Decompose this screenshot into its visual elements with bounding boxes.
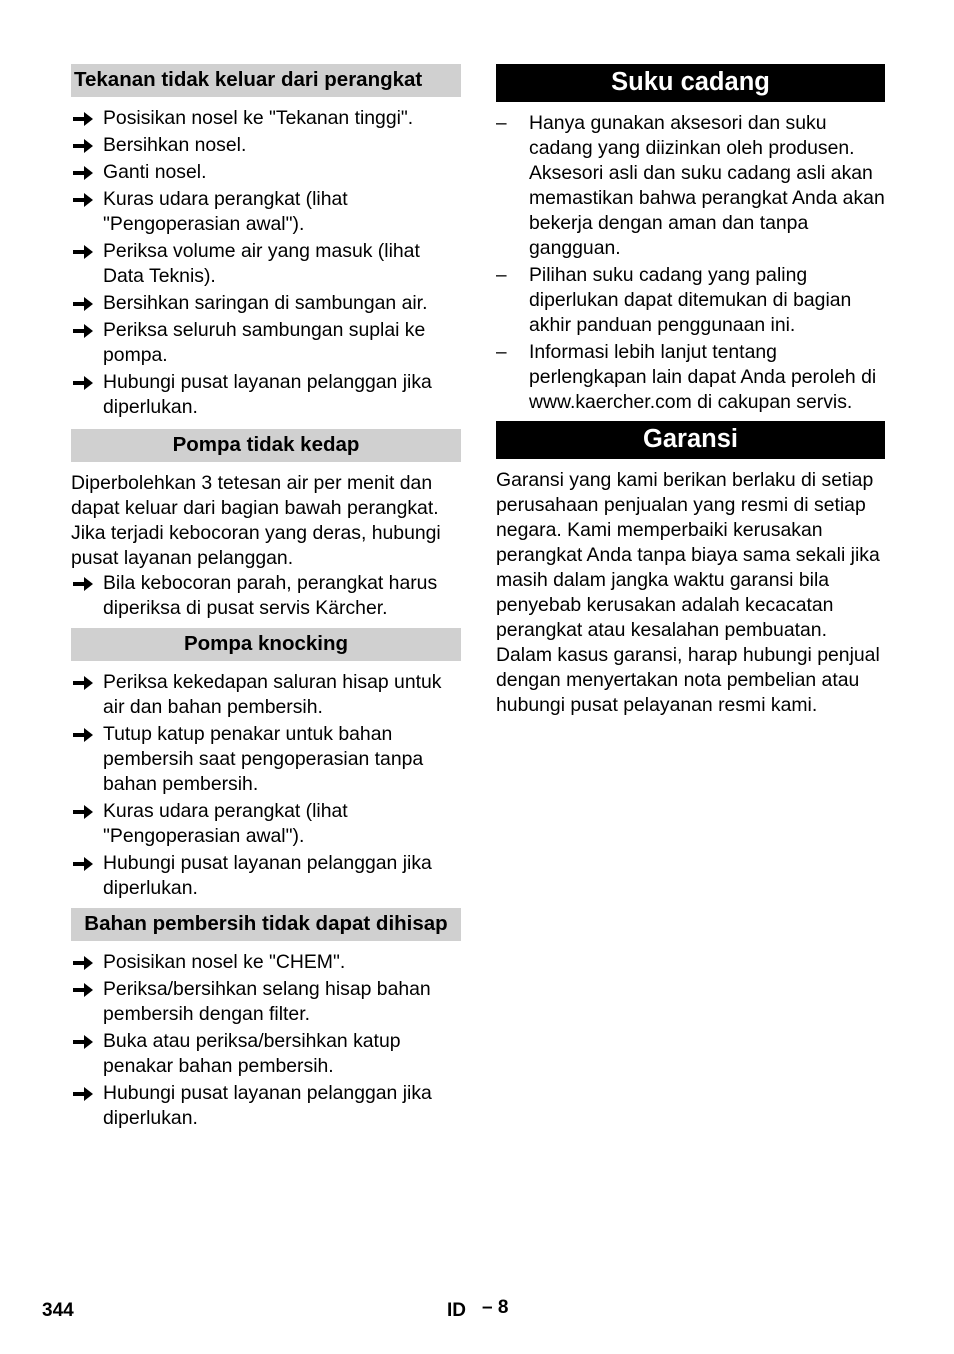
arrow-right-icon — [73, 376, 93, 390]
section-pump-knocking — [71, 628, 461, 901]
list-item-text: Tutup katup penakar untuk bahan pembersih saat pengoperasian tanpa bahan pembersih. — [103, 723, 424, 795]
list-item — [71, 977, 461, 1027]
list-item-text: Buka atau periksa/bersihkan katup penakar bahan pembersih. — [103, 1030, 401, 1077]
action-list — [71, 950, 461, 1131]
list-item — [71, 950, 461, 975]
list-item — [496, 340, 885, 415]
section-heading: Tekanan tidak keluar dari perangkat — [71, 64, 461, 97]
section-pump-leaking — [71, 429, 461, 621]
list-item-text: Informasi lebih lanjut tentang perlengkapan lain dapat Anda peroleh di www.kaercher.com di cakupan servis. — [529, 341, 877, 413]
list-item — [496, 263, 885, 338]
list-item — [71, 851, 461, 901]
left-column — [71, 64, 461, 1133]
list-item-text: Hanya gunakan aksesori dan suku cadang yang diizinkan oleh produsen. Aksesori asli dan suku cadang asli akan memastikan bahwa perangkat Anda akan bekerja dengan aman dan tanpa gangguan. — [529, 112, 885, 259]
language-code: ID — [447, 1300, 466, 1321]
arrow-right-icon — [73, 805, 93, 819]
arrow-right-icon — [73, 956, 93, 970]
chapter-heading: Garansi — [496, 421, 885, 459]
arrow-right-icon — [73, 676, 93, 690]
arrow-right-icon — [73, 193, 93, 207]
list-item-text: Ganti nosel. — [103, 161, 207, 183]
list-item — [71, 370, 461, 420]
list-item-text: Bersihkan saringan di sambungan air. — [103, 292, 428, 314]
arrow-right-icon — [73, 857, 93, 871]
arrow-right-icon — [73, 1035, 93, 1049]
arrow-right-icon — [73, 577, 93, 591]
list-item — [71, 670, 461, 720]
section-no-pressure — [71, 64, 461, 420]
section-warranty — [496, 421, 885, 718]
list-item — [71, 106, 461, 131]
list-item-text: Bila kebocoran parah, perangkat harus diperiksa di pusat servis Kärcher. — [103, 572, 438, 619]
list-item-text: Hubungi pusat layanan pelanggan jika diperlukan. — [103, 371, 432, 418]
list-item — [71, 239, 461, 289]
page-number: 344 — [42, 1300, 74, 1321]
list-item-text: Kuras udara perangkat (lihat "Pengoperasian awal"). — [103, 188, 348, 235]
list-item-text: Kuras udara perangkat (lihat "Pengoperasian awal"). — [103, 800, 348, 847]
list-item-text: Periksa kekedapan saluran hisap untuk air dan bahan pembersih. — [103, 671, 442, 718]
list-item-text: Posisikan nosel ke "CHEM". — [103, 951, 346, 973]
arrow-right-icon — [73, 983, 93, 997]
action-list — [71, 571, 461, 621]
list-item — [71, 318, 461, 368]
dash-bullet: – — [496, 265, 507, 286]
list-item-text: Hubungi pusat layanan pelanggan jika diperlukan. — [103, 1082, 432, 1129]
section-heading: Pompa tidak kedap — [71, 429, 461, 462]
action-list — [71, 670, 461, 901]
section-detergent-not-sucked — [71, 908, 461, 1131]
list-item — [71, 160, 461, 185]
dash-bullet: – — [496, 342, 507, 363]
chapter-heading: Suku cadang — [496, 64, 885, 102]
right-column — [496, 64, 885, 718]
list-item — [71, 799, 461, 849]
list-item — [71, 1081, 461, 1131]
section-spare-parts — [496, 64, 885, 415]
warranty-paragraph: Garansi yang kami berikan berlaku di setiap perusahaan penjualan yang resmi di setiap negara. Kami memperbaiki kerusakan perangkat Anda tanpa biaya sama sekali jika masih dalam jangka waktu garansi bila penyebab kerusakan adalah kecacatan perangkat atau kesalahan pembuatan. Dalam kasus garansi, harap hubungi penjual dengan menyertakan nota pembelian atau hubungi pusat pelayanan resmi kami. — [496, 469, 880, 716]
arrow-right-icon — [73, 728, 93, 742]
section-heading: Bahan pembersih tidak dapat dihisap — [71, 908, 461, 941]
list-item — [71, 291, 461, 316]
dash-bullet: – — [496, 113, 507, 134]
list-item — [71, 133, 461, 158]
list-item-text: Bersihkan nosel. — [103, 134, 247, 156]
list-item-text: Periksa/bersihkan selang hisap bahan pembersih dengan filter. — [103, 978, 431, 1025]
arrow-right-icon — [73, 1087, 93, 1101]
list-item — [71, 1029, 461, 1079]
arrow-right-icon — [73, 166, 93, 180]
section-paragraph: Diperbolehkan 3 tetesan air per menit dan dapat keluar dari bagian bawah perangkat. Jika terjadi kebocoran yang deras, hubungi pusat layanan pelanggan. — [71, 472, 441, 569]
arrow-right-icon — [73, 139, 93, 153]
arrow-right-icon — [73, 324, 93, 338]
arrow-right-icon — [73, 297, 93, 311]
arrow-right-icon — [73, 245, 93, 259]
dash-list — [496, 111, 885, 415]
list-item — [496, 111, 885, 261]
list-item-text: Periksa seluruh sambungan suplai ke pompa. — [103, 319, 426, 366]
section-heading: Pompa knocking — [71, 628, 461, 661]
list-item — [71, 187, 461, 237]
list-item-text: Posisikan nosel ke "Tekanan tinggi". — [103, 107, 414, 129]
list-item-text: Periksa volume air yang masuk (lihat Data Teknis). — [103, 240, 420, 287]
section-page-number: – 8 — [482, 1297, 509, 1318]
action-list — [71, 106, 461, 420]
list-item — [71, 722, 461, 797]
list-item-text: Pilihan suku cadang yang paling diperlukan dapat ditemukan di bagian akhir panduan penggunaan ini. — [529, 264, 852, 336]
arrow-right-icon — [73, 112, 93, 126]
list-item-text: Hubungi pusat layanan pelanggan jika diperlukan. — [103, 852, 432, 899]
list-item — [71, 571, 461, 621]
